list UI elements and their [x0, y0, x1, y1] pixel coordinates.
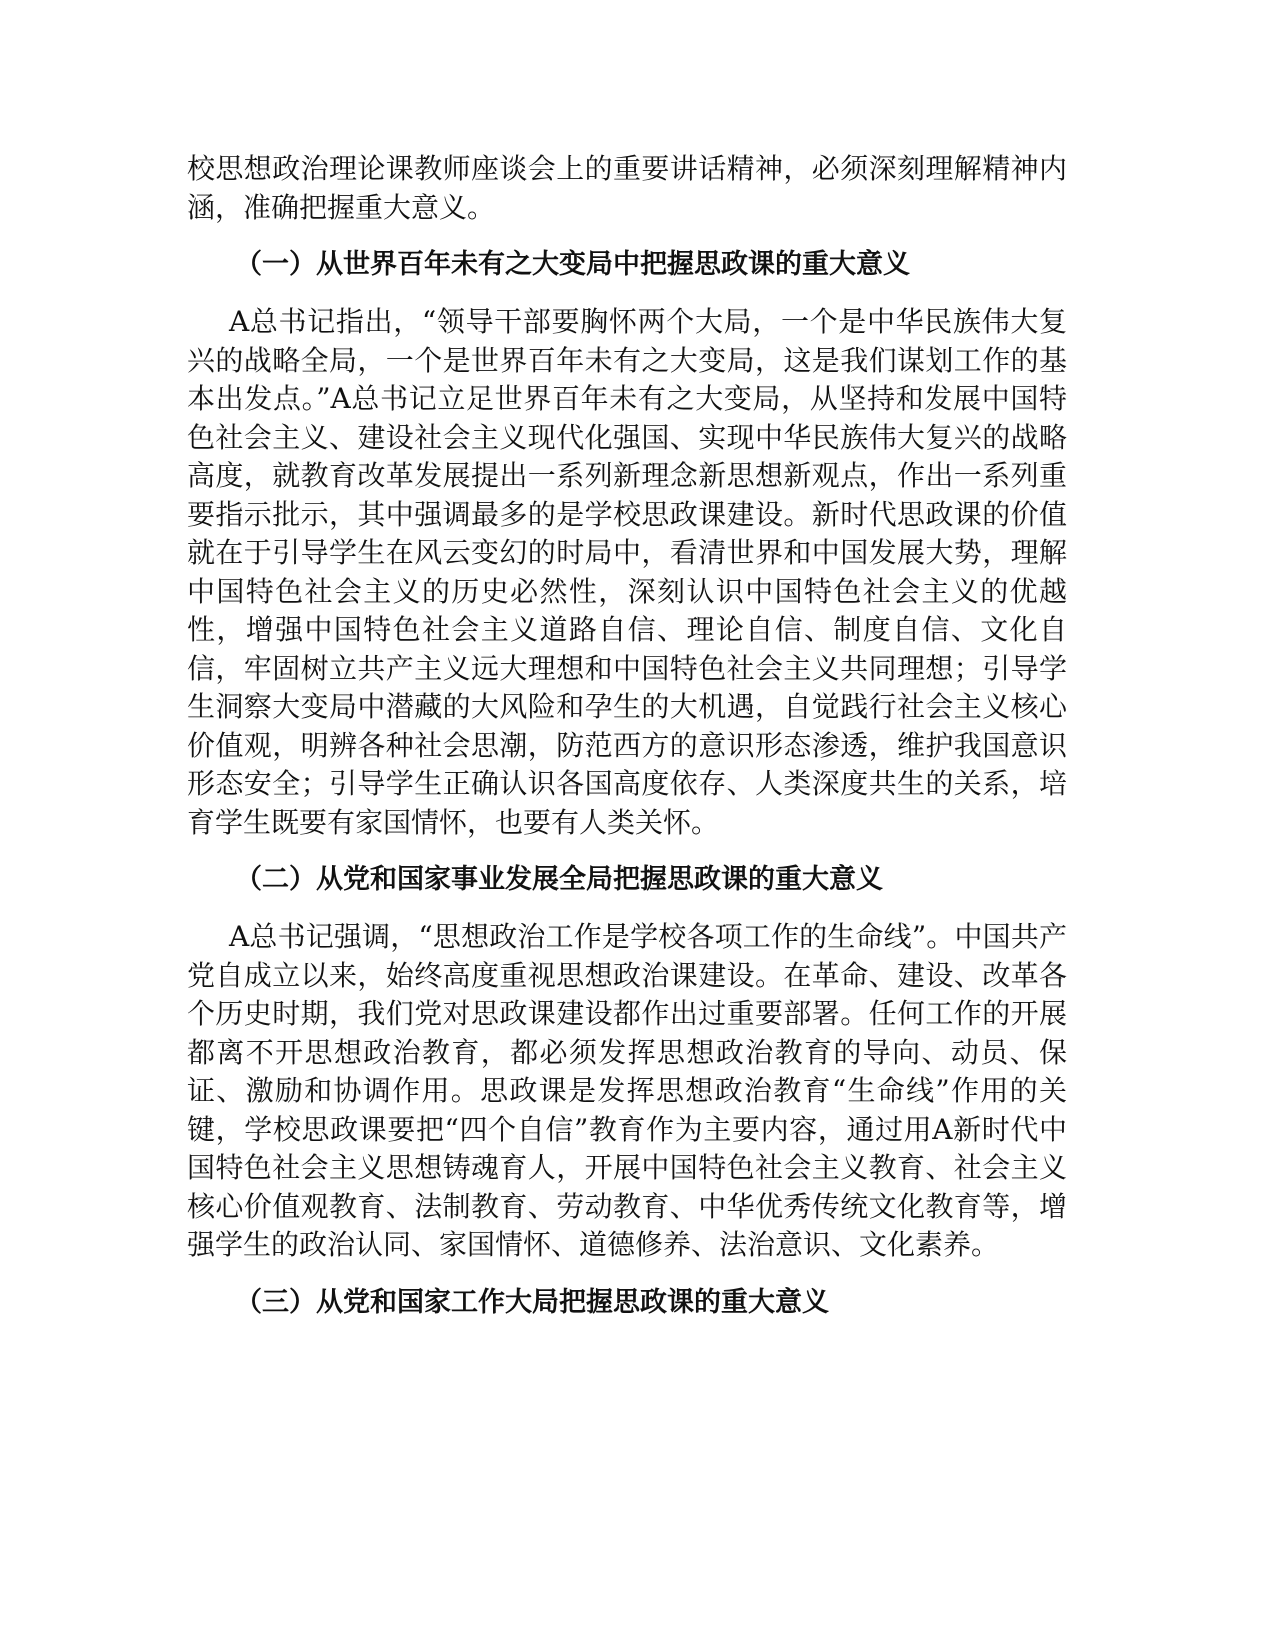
section-heading-2: （二）从党和国家事业发展全局把握思政课的重大意义	[235, 864, 883, 895]
section-paragraph-2: A总书记强调，“思想政治工作是学校各项工作的生命线”。中国共产党自成立以来，始终高度重视思想政治课建设。在革命、建设、改革各个历史时期，我们党对思政课建设都作出过重要部署。任何工作的开展都离不开思想政治教育，都必须发挥思想政治教育的导向、动员、保证、激励和协调作用。思政课是发挥思想政治教育“生命线”作用的关键，学校思政课要把“四个自信”教育作为主要内容，通过用A新时代中国特色社会主义思想铸魂育人，开展中国特色社会主义教育、社会主义核心价值观教育、法制教育、劳动教育、中华优秀传统文化教育等，增强学生的政治认同、家国情怀、道德修养、法治意识、文化素养。	[187, 920, 1067, 1261]
intro-paragraph: 校思想政治理论课教师座谈会上的重要讲话精神，必须深刻理解精神内涵，准确把握重大意义。	[187, 152, 1067, 224]
section-heading-3: （三）从党和国家工作大局把握思政课的重大意义	[235, 1286, 829, 1318]
document-body	[187, 150, 1067, 1341]
section-paragraph-1: A总书记指出，“领导干部要胸怀两个大局，一个是中华民族伟大复兴的战略全局，一个是世界百年未有之大变局，这是我们谋划工作的基本出发点。”A总书记立足世界百年未有之大变局，从坚持和发展中国特色社会主义、建设社会主义现代化强国、实现中华民族伟大复兴的战略高度，就教育改革发展提出一系列新理念新思想新观点，作出一系列重要指示批示，其中强调最多的是学校思政课建设。新时代思政课的价值就在于引导学生在风云变幻的时局中，看清世界和中国发展大势，理解中国特色社会主义的历史必然性，深刻认识中国特色社会主义的优越性，增强中国特色社会主义道路自信、理论自信、制度自信、文化自信，牢固树立共产主义远大理想和中国特色社会主义共同理想；引导学生洞察大变局中潜藏的大风险和孕生的大机遇，自觉践行社会主义核心价值观，明辨各种社会思潮，防范西方的意识形态渗透，维护我国意识形态安全；引导学生正确认识各国高度依存、人类深度共生的关系，培育学生既要有家国情怀，也要有人类关怀。	[187, 305, 1067, 839]
section-heading-1: （一）从世界百年未有之大变局中把握思政课的重大意义	[235, 249, 910, 280]
